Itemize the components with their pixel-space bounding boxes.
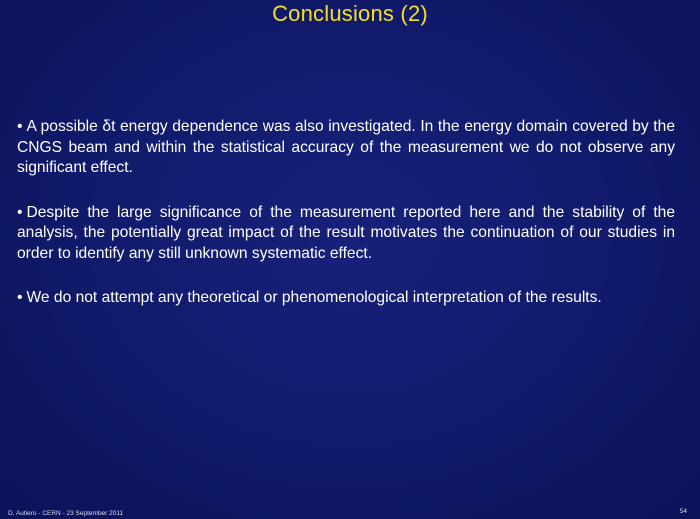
bullet-item — [17, 288, 675, 309]
bullet-icon: • — [17, 289, 23, 306]
bullet-icon: • — [17, 203, 23, 221]
bullet-icon: • — [17, 118, 23, 135]
bullet-list — [17, 117, 675, 333]
bullet-item — [17, 117, 675, 179]
bullet-text: A possible δt energy dependence was also investigated. In the energy domain covered by the CNGS beam and within the statistical accuracy of the measurement we do not observe any significant effect. — [17, 118, 675, 176]
footer-author-date: D. Autiero - CERN - 23 September 2011 — [8, 510, 124, 517]
bullet-text: We do not attempt any theoretical or phenomenological interpretation of the results. — [26, 289, 602, 306]
bullet-text: Despite the large significance of the measurement reported here and the stability of the analysis, the potentially great impact of the result motivates the continuation of our studies in order to identify any still unknown systematic effect. — [17, 203, 675, 262]
page-number: 54 — [679, 508, 687, 515]
slide-title: Conclusions (2) — [272, 1, 428, 26]
bullet-item — [17, 203, 675, 265]
